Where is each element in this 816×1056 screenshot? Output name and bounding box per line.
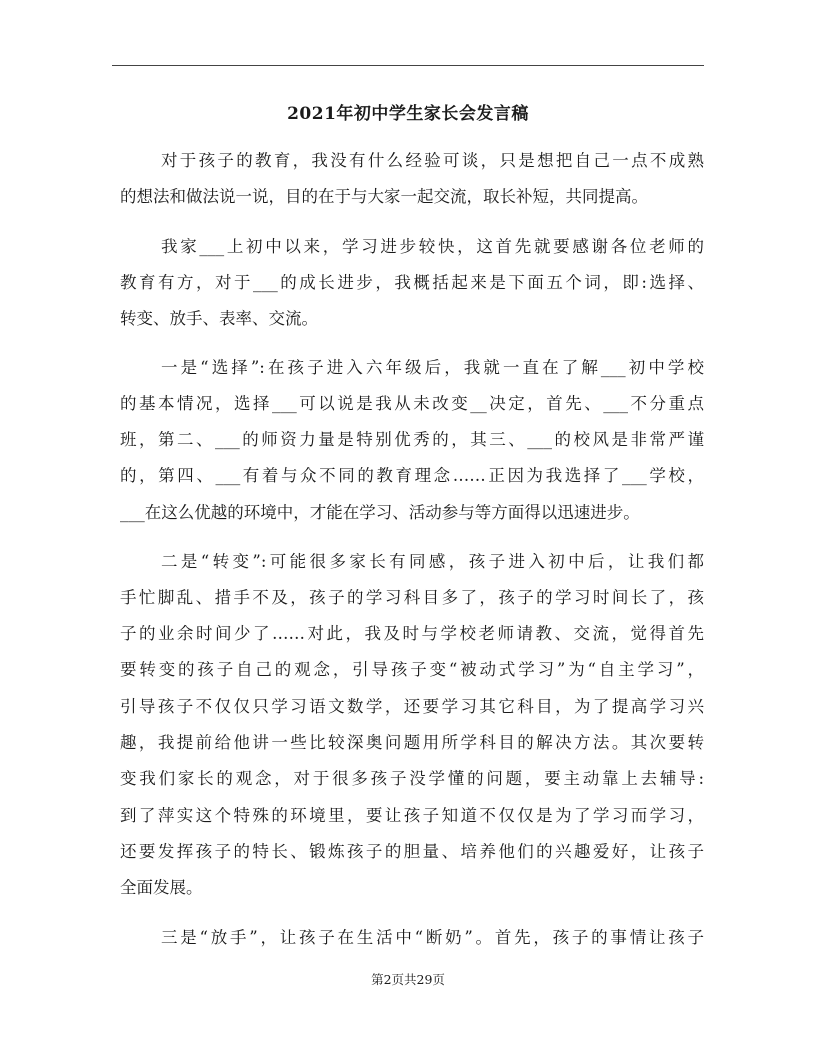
paragraph-line: 班，第二、___的师资力量是特别优秀的，其三、___的校风是非常严谨 [120,430,704,449]
paragraph-line: 的想法和做法说一说，目的在于与大家一起交流，取长补短，共同提高。 [120,187,648,206]
paragraph-line: 三是“放手”，让孩子在生活中“断奶”。首先，孩子的事情让孩子 [161,928,704,947]
paragraph-line: 我家___上初中以来，学习进步较快，这首先就要感谢各位老师的 [161,237,704,256]
header-rule [112,65,704,66]
paragraph-line: ___在这么优越的环境中，才能在学习、活动参与等方面得以迅速进步。 [120,503,640,522]
paragraph-line: 引导孩子不仅仅只学习语文数学，还要学习其它科目，为了提高学习兴 [120,697,704,716]
page-footer: 第2页共29页 [371,972,445,987]
paragraph-line: 子的业余时间少了……对此，我及时与学校老师请教、交流，觉得首先 [120,624,704,643]
paragraph-line: 对于孩子的教育，我没有什么经验可谈，只是想把自己一点不成熟 [161,151,704,170]
paragraph-line: 到了萍实这个特殊的环境里，要让孩子知道不仅仅是为了学习而学习， [120,806,704,825]
paragraph-line: 的基本情况，选择___可以说是我从未改变__决定，首先、___不分重点 [120,394,704,413]
paragraph-line: 一是“选择”:在孩子进入六年级后，我就一直在了解___初中学校 [161,358,704,377]
paragraph-line: 全面发展。 [120,878,203,897]
paragraph-line: 变我们家长的观念，对于很多孩子没学懂的问题，要主动靠上去辅导: [120,769,704,788]
document-title: 2021年初中学生家长会发言稿 [287,104,529,124]
paragraph-line: 要转变的孩子自己的观念，引导孩子变“被动式学习”为“自主学习”， [120,660,704,679]
paragraph-line: 还要发挥孩子的特长、锻炼孩子的胆量、培养他们的兴趣爱好，让孩子 [120,842,704,861]
paragraph-line: 手忙脚乱、措手不及，孩子的学习科目多了，孩子的学习时间长了，孩 [120,588,704,607]
paragraph-line: 转变、放手、表率、交流。 [120,309,318,328]
paragraph-line: 的，第四、___有着与众不同的教育理念……正因为我选择了___学校， [120,466,704,485]
paragraph-line: 二是“转变”:可能很多家长有同感，孩子进入初中后，让我们都 [161,552,704,571]
paragraph-line: 趣，我提前给他讲一些比较深奥问题用所学科目的解决方法。其次要转 [120,733,704,752]
paragraph-line: 教育有方，对于___的成长进步，我概括起来是下面五个词，即:选择、 [120,273,704,292]
